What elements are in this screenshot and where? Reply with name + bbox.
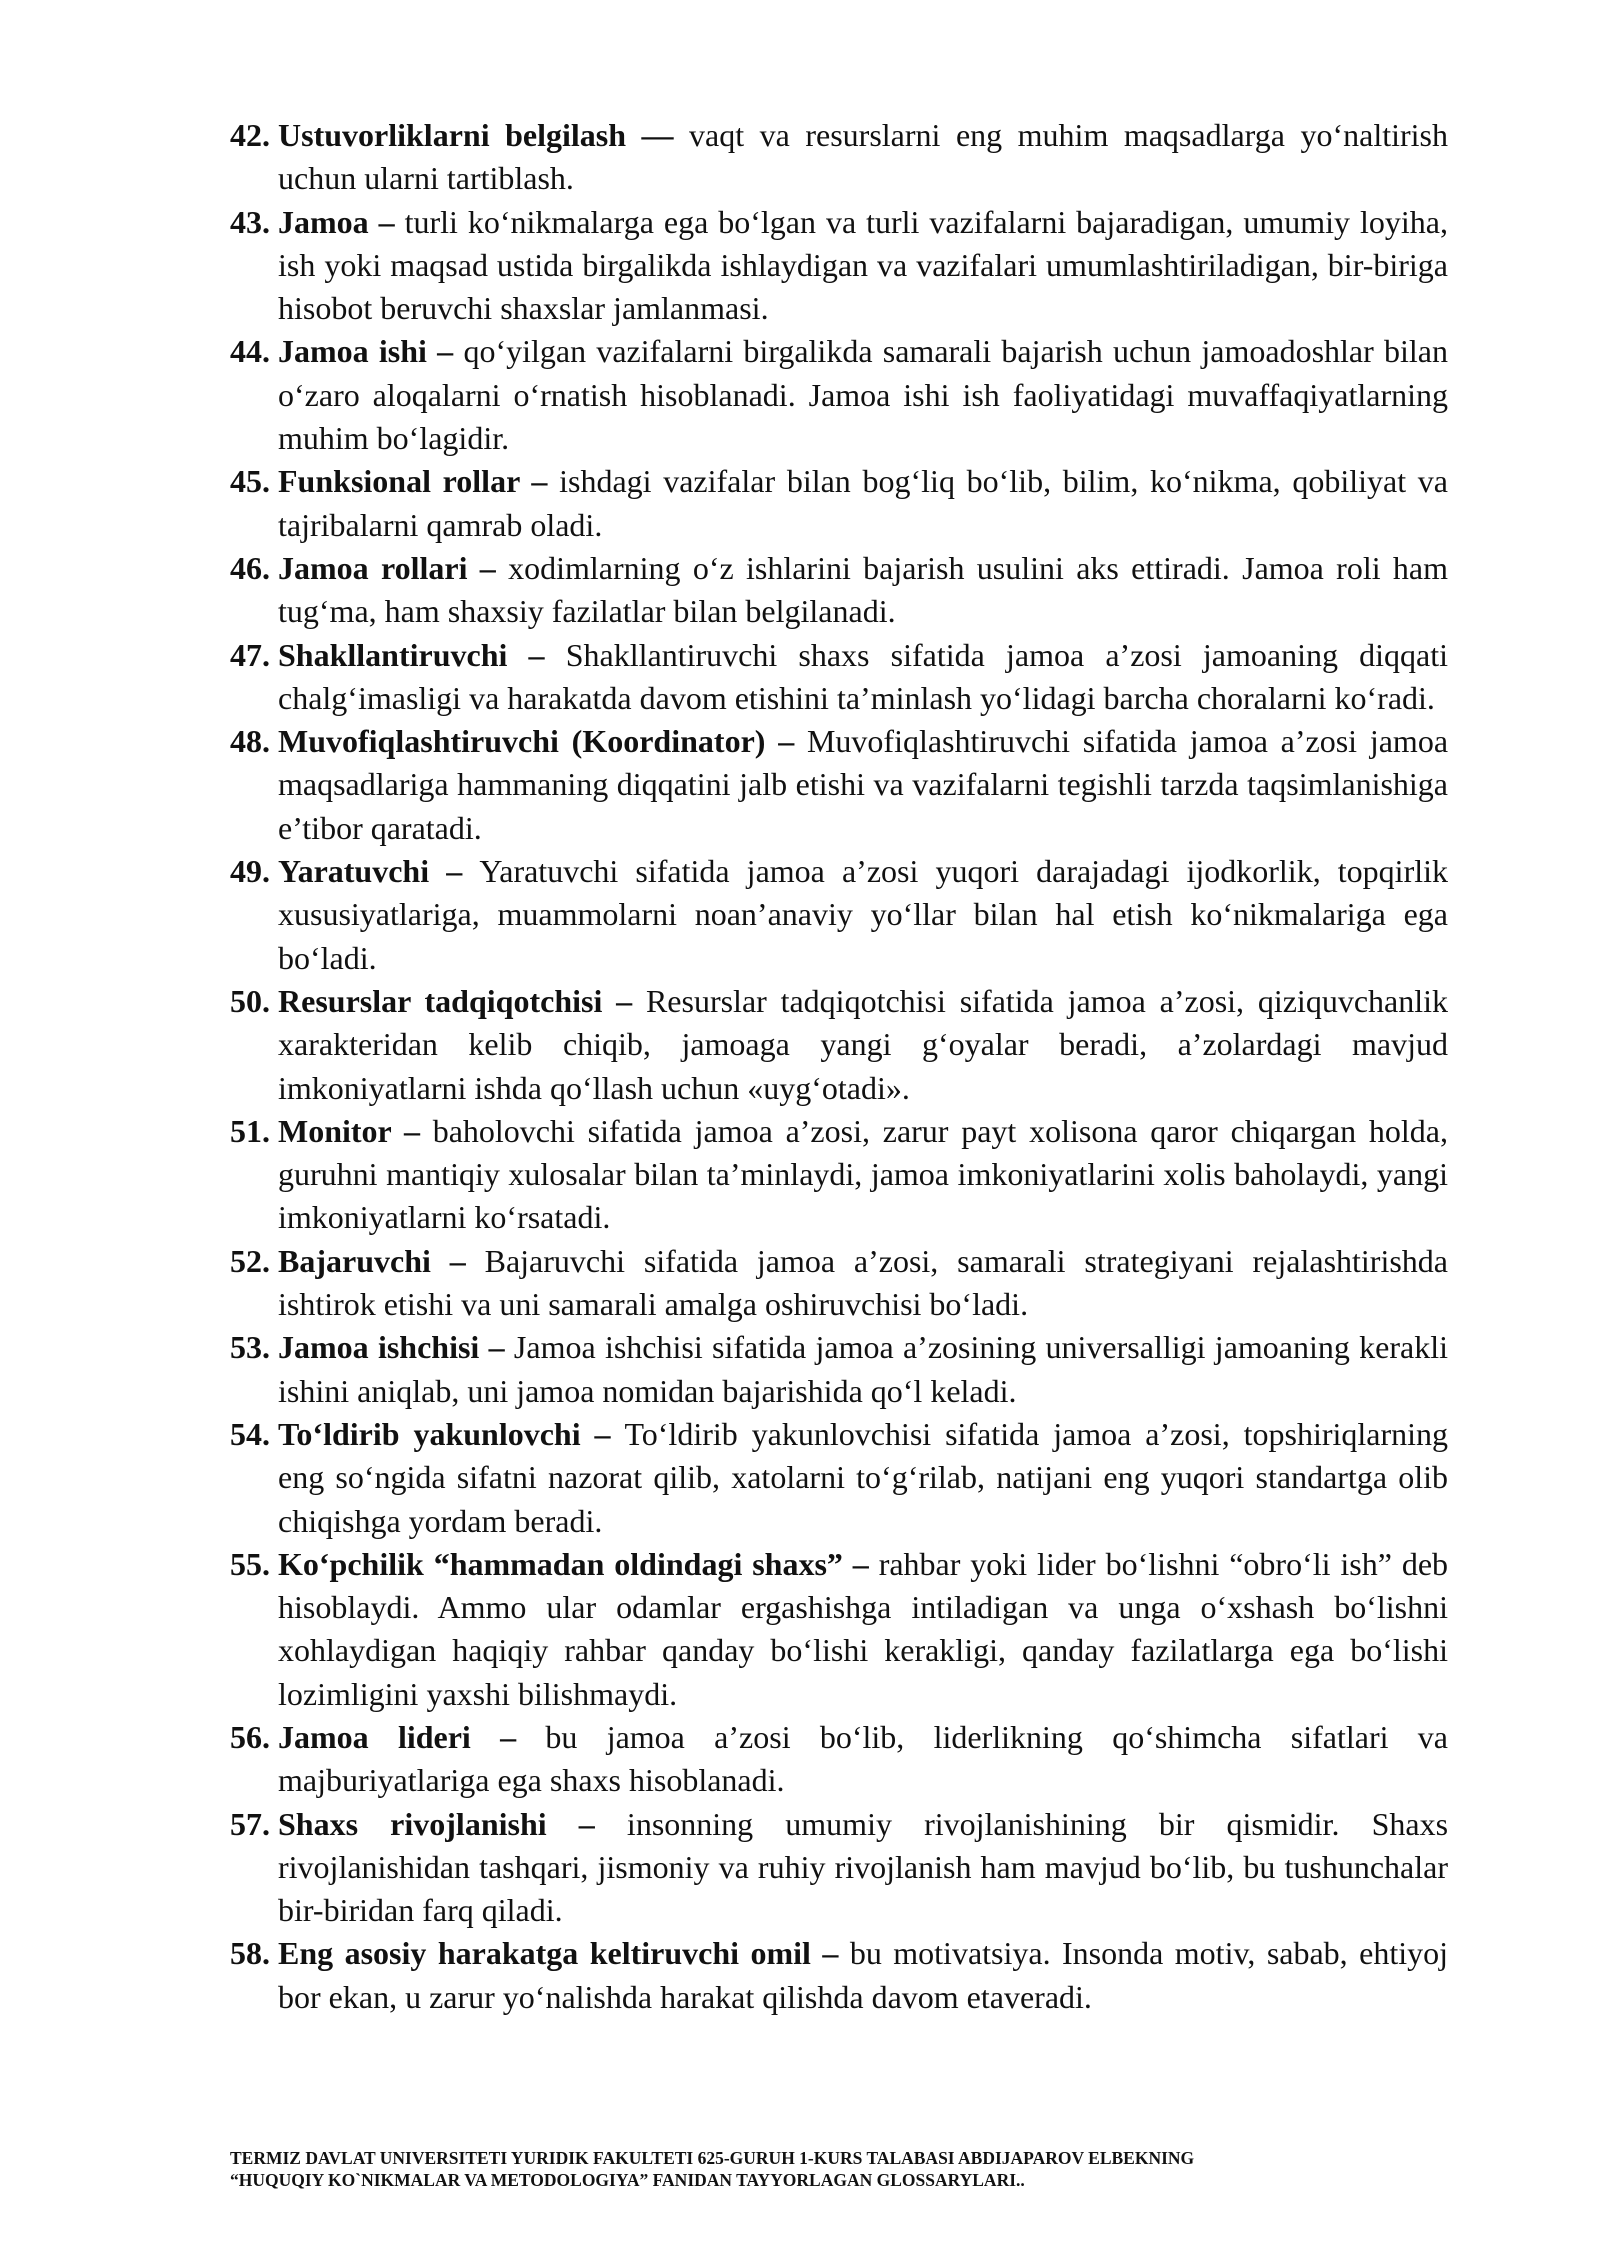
- entry-number: 48.: [230, 723, 270, 760]
- entry-term: Jamoa rollari: [278, 549, 468, 586]
- entry-number: 51.: [230, 1112, 270, 1149]
- entry-dash: –: [368, 203, 405, 240]
- entry-definition: Jamoa ishchisi sifatida jamoa a’zosining universalligi jamoaning kerakli ishini aniqlab, uni jamoa nomidan bajarishida qo‘l keladi.: [278, 1329, 1449, 1409]
- entry-number: 43.: [230, 203, 270, 240]
- entry-definition: Muvofiqlashtiruvchi sifatida jamoa a’zosi jamoa maqsadlariga hammaning diqqatini jalb etishi va vazifalarni tegishli tarzda taqsimlanishiga e’tibor qaratadi.: [278, 723, 1449, 846]
- entry-definition: bu motivatsiya. Insonda motiv, sabab, ehtiyoj bor ekan, u zarur yo‘nalishda harakat qilishda davom etaveradi.: [278, 1935, 1449, 2015]
- glossary-entry: [230, 1932, 1448, 2019]
- entry-term: Jamoa ishchisi: [278, 1329, 480, 1366]
- entry-number: 44.: [230, 333, 270, 370]
- entry-dash: –: [430, 1242, 485, 1279]
- glossary-entry: [230, 1110, 1448, 1240]
- entry-term: To‘ldirib yakunlovchi: [278, 1415, 581, 1452]
- entry-number: 55.: [230, 1545, 270, 1582]
- entry-dash: –: [391, 1112, 433, 1149]
- entry-term: Jamoa lideri: [278, 1718, 471, 1755]
- entry-definition: qo‘yilgan vazifalarni birgalikda samarali bajarish uchun jamoadoshlar bilan o‘zaro aloqalarni o‘rnatish hisoblanadi. Jamoa ishi ish faoliyatidagi muvaffaqiyatlarning muhim bo‘lagidir.: [278, 333, 1449, 457]
- entry-dash: –: [467, 549, 509, 586]
- glossary-entry: [230, 547, 1448, 634]
- entry-term: Eng asosiy harakatga keltiruvchi omil: [278, 1935, 811, 1972]
- entry-term: Shaxs rivojlanishi: [278, 1805, 547, 1842]
- entry-dash: –: [519, 463, 560, 500]
- glossary-entry: [230, 330, 1448, 460]
- glossary-entry: [230, 980, 1448, 1110]
- entry-term: Jamoa ishi: [278, 333, 427, 370]
- entry-term: Muvofiqlashtiruvchi (Koordinator): [278, 723, 766, 760]
- entry-dash: —: [626, 117, 690, 153]
- entry-dash: –: [470, 1718, 546, 1755]
- entry-term: Jamoa: [278, 203, 369, 240]
- entry-definition: turli ko‘nikmalarga ega bo‘lgan va turli vazifalarni bajaradigan, umumiy loyiha, ish yoki maqsad ustida birgalikda ishlaydigan va vazifalari umumlashtiriladigan, bir-biriga hisobot beruvchi shaxslar jamlanmasi.: [278, 203, 1449, 327]
- entry-definition: vaqt va resurslarni eng muhim maqsadlarga yo‘naltirish uchun ularni tartiblash.: [278, 117, 1449, 197]
- footer-line-1: TERMIZ DAVLAT UNIVERSITETI YURIDIK FAKULTETI 625-GURUH 1-KURS TALABASI ABDIJAPAROV ELBEKNING: [230, 2148, 1195, 2168]
- glossary-entry: [230, 1803, 1448, 1933]
- entry-number: 46.: [230, 549, 270, 586]
- glossary-entry: [230, 720, 1448, 850]
- entry-definition: rahbar yoki lider bo‘lishni “obro‘li ish” deb hisoblaydi. Ammo ular odamlar ergashishga intiladigan va unga o‘xshash bo‘lishni xohlaydigan haqiqiy rahbar qanday bo‘lishi kerakligi, qanday fazilatlarga ega bo‘lishi lozimligini yaxshi bilishmaydi.: [278, 1545, 1449, 1712]
- glossary-entry: [230, 460, 1448, 547]
- glossary-entry: [230, 1716, 1448, 1803]
- entry-dash: –: [479, 1329, 514, 1366]
- entry-definition: bu jamoa a’zosi bo‘lib, liderlikning qo‘shimcha sifatlari va majburiyatlariga ega shaxs hisoblanadi.: [278, 1718, 1449, 1799]
- glossary-entry: [230, 114, 1448, 201]
- entry-term: Shakllantiruvchi: [278, 636, 508, 673]
- entry-term: Resurslar tadqiqotchisi: [278, 982, 603, 1019]
- entry-number: 50.: [230, 982, 270, 1019]
- glossary-entry: [230, 1326, 1448, 1413]
- entry-definition: Yaratuvchi sifatida jamoa a’zosi yuqori darajadagi ijodkorlik, topqirlik xususiyatlariga, muammolarni noan’anaviy yo‘llar bilan hal etish ko‘nikmalariga ega bo‘ladi.: [278, 853, 1449, 976]
- page-footer: [230, 2147, 1470, 2191]
- entry-dash: –: [426, 333, 464, 370]
- entry-number: 42.: [230, 117, 270, 153]
- entry-term: Monitor: [278, 1112, 392, 1149]
- entry-dash: –: [507, 636, 566, 673]
- glossary-entry: [230, 850, 1448, 980]
- entry-dash: –: [580, 1415, 625, 1452]
- entry-term: Yaratuvchi: [278, 853, 430, 890]
- entry-dash: –: [810, 1935, 850, 1972]
- entry-number: 49.: [230, 853, 270, 890]
- entry-definition: To‘ldirib yakunlovchisi sifatida jamoa a’zosi, topshiriqlarning eng so‘ngida sifatni nazorat qilib, xatolarni to‘g‘rilab, natijani eng yuqori standartga olib chiqishga yordam beradi.: [278, 1415, 1449, 1539]
- glossary-entry: [230, 1413, 1448, 1543]
- entry-dash: –: [765, 723, 807, 760]
- glossary-entry: [230, 201, 1448, 331]
- glossary-entry: [230, 634, 1448, 721]
- entry-definition: baholovchi sifatida jamoa a’zosi, zarur payt xolisona qaror chiqargan holda, guruhni mantiqiy xulosalar bilan ta’minlaydi, jamoa imkoniyatlarini xolis baholaydi, yangi imkoniyatlarni ko‘rsatadi.: [278, 1112, 1448, 1236]
- entry-dash: –: [546, 1805, 627, 1842]
- entry-definition: insonning umumiy rivojlanishining bir qismidir. Shaxs rivojlanishidan tashqari, jismoniy va ruhiy rivojlanish ham mavjud bo‘lib, bu tushunchalar bir-biridan farq qiladi.: [278, 1805, 1449, 1929]
- glossary-list: [230, 114, 1448, 2019]
- entry-definition: ishdagi vazifalar bilan bog‘liq bo‘lib, bilim, ko‘nikma, qobiliyat va tajribalarni qamrab oladi.: [278, 463, 1449, 543]
- entry-number: 52.: [230, 1242, 270, 1279]
- entry-number: 45.: [230, 463, 270, 500]
- entry-number: 54.: [230, 1415, 270, 1452]
- entry-dash: –: [842, 1545, 879, 1582]
- entry-definition: Shakllantiruvchi shaxs sifatida jamoa a’zosi jamoaning diqqati chalg‘imasligi va harakatda davom etishini ta’minlash yo‘lidagi barcha choralarni ko‘radi.: [278, 636, 1449, 716]
- entry-term: Ustuvorliklarni belgilash: [278, 117, 627, 153]
- entry-term: Bajaruvchi: [278, 1242, 431, 1279]
- entry-definition: Bajaruvchi sifatida jamoa a’zosi, samarali strategiyani rejalashtirishda ishtirok etishi va uni samarali amalga oshiruvchisi bo‘ladi.: [278, 1242, 1449, 1323]
- entry-dash: –: [602, 982, 646, 1019]
- entry-definition: xodimlarning o‘z ishlarini bajarish usulini aks ettiradi. Jamoa roli ham tug‘ma, ham shaxsiy fazilatlar bilan belgilanadi.: [278, 549, 1449, 630]
- entry-dash: –: [429, 853, 480, 890]
- glossary-entry: [230, 1240, 1448, 1327]
- entry-number: 57.: [230, 1805, 270, 1842]
- entry-definition: Resurslar tadqiqotchisi sifatida jamoa a’zosi, qiziquvchanlik xarakteridan kelib chiqib, jamoaga yangi g‘oyalar beradi, a’zolardagi mavjud imkoniyatlarni ishda qo‘llash uchun «uyg‘otadi».: [278, 982, 1449, 1106]
- footer-line-2: “HUQUQIY KO`NIKMALAR VA METODOLOGIYA” FANIDAN TAYYORLAGAN GLOSSARYLARI..: [230, 2170, 1025, 2190]
- entry-number: 56.: [230, 1718, 270, 1755]
- entry-term: Ko‘pchilik “hammadan oldindagi shaxs”: [278, 1545, 843, 1582]
- glossary-entry: [230, 1543, 1448, 1716]
- entry-number: 53.: [230, 1329, 270, 1366]
- entry-number: 47.: [230, 636, 270, 673]
- entry-number: 58.: [230, 1935, 270, 1972]
- entry-term: Funksional rollar: [278, 463, 520, 500]
